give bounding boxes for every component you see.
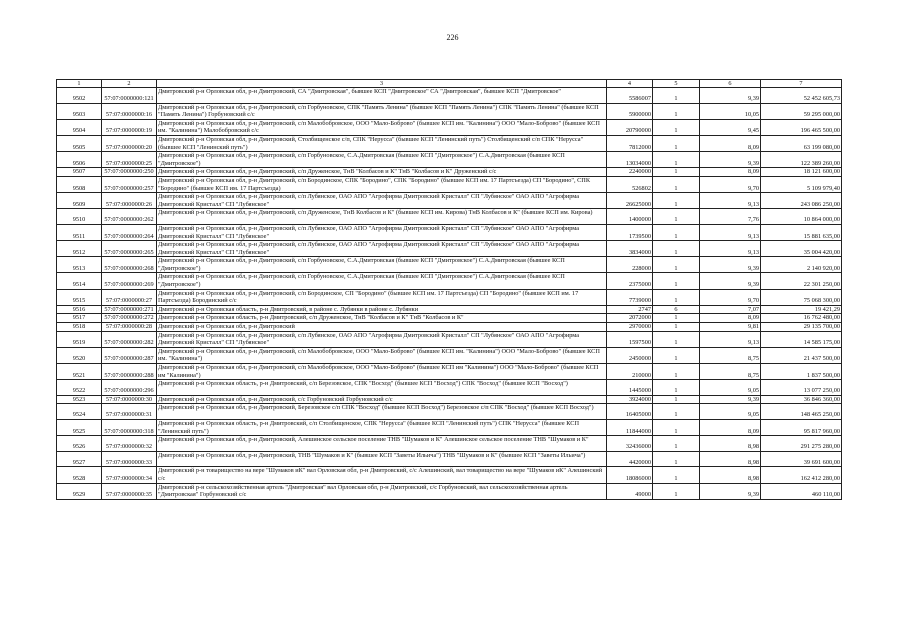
column-5-value: 1	[653, 419, 700, 435]
row-number: 9508	[57, 176, 102, 192]
table-row	[57, 380, 842, 396]
location-description: Дмитровский р-н Орловская обл, р-н Дмитровский, с/п Горбуновское, С.А.Дмитровская (бывшее КСП "Дмитровское") С.А.Дмитровская (бывшее КСП "Дмитровское")	[157, 152, 607, 168]
cadastral-number: 57:07:0000000:264	[102, 224, 157, 240]
column-5-value: 1	[653, 257, 700, 273]
column-5-value: 6	[653, 305, 700, 314]
cadastral-value: 35 004 420,00	[761, 241, 842, 257]
location-description: Дмитровский р-н товарищество на вере "Шумаков иК" вал Орловская обл, р-н Дмитровский, с/с Алешинский, вал товарищество на вере "Шумаков иК" Алешинский с/с	[157, 467, 607, 483]
cadastral-number: 57:07:0000000:28	[102, 323, 157, 332]
table-row	[57, 193, 842, 209]
table-row	[57, 257, 842, 273]
table-row	[57, 176, 842, 192]
cadastral-value: 460 110,00	[761, 483, 842, 499]
area-value: 526802	[607, 176, 653, 192]
table-row	[57, 483, 842, 499]
column-5-value: 1	[653, 168, 700, 177]
cadastral-value: 122 389 260,00	[761, 152, 842, 168]
row-number: 9502	[57, 88, 102, 104]
row-number: 9513	[57, 257, 102, 273]
cadastral-value: 36 846 360,00	[761, 395, 842, 404]
row-number: 9507	[57, 168, 102, 177]
row-number: 9509	[57, 193, 102, 209]
area-value: 4420000	[607, 451, 653, 467]
cadastral-value: 75 068 300,00	[761, 289, 842, 305]
table-row	[57, 289, 842, 305]
rate-value: 9,39	[700, 395, 761, 404]
row-number: 9520	[57, 347, 102, 363]
location-description: Дмитровский р-н Орловская область, р-н Дмитровский, в районе с. Лубянки в районе с. Лубянки	[157, 305, 607, 314]
area-value: 32436000	[607, 436, 653, 452]
location-description: Дмитровский р-н Орловская обл, р-н Дмитровский, с/п Друженское, ТнВ "Колбасов и К" ТнВ "Колбасов и К" Друженский с/с	[157, 168, 607, 177]
row-number: 9503	[57, 103, 102, 119]
row-number: 9525	[57, 419, 102, 435]
cadastral-number: 57:07:0000000:262	[102, 209, 157, 225]
area-value: 2240000	[607, 168, 653, 177]
column-5-value: 1	[653, 193, 700, 209]
area-value: 5586007	[607, 88, 653, 104]
table-row	[57, 323, 842, 332]
area-value: 1597500	[607, 331, 653, 347]
table-row	[57, 209, 842, 225]
cadastral-value: 59 295 000,00	[761, 103, 842, 119]
area-value: 2375000	[607, 273, 653, 289]
cadastral-number: 57:07:0000000:250	[102, 168, 157, 177]
rate-value: 9,05	[700, 404, 761, 420]
area-value: 7739000	[607, 289, 653, 305]
row-number: 9506	[57, 152, 102, 168]
column-5-value: 1	[653, 209, 700, 225]
column-5-value: 1	[653, 135, 700, 151]
location-description: Дмитровский р-н Орловская обл, р-н Дмитровский, с/п Малобобровское, ООО "Мало-Боброво" (бывшее КСП им. "Калинина") ООО "Мало-Боброво" (бывшее КСП им. "Калинина")	[157, 347, 607, 363]
location-description: Дмитровский р-н Орловская область, р-н Дмитровский, с/п Друженское, ТнВ "Колбасов и К" ТнВ "Колбасов и К"	[157, 314, 607, 323]
location-description: Дмитровский р-н Орловская обл, р-н Дмитровский, с/п Малобобровское, ООО "Мало-Боброво" (бывшее КСП им. "Калинина") ООО "Мало-Боброво" (бывшее КСП им. "Калинина") Малобобровский с/с	[157, 119, 607, 135]
cadastral-value: 1 837 500,00	[761, 364, 842, 380]
location-description: Дмитровский р-н Орловская обл, р-н Дмитровский, с/п Бородинское, СПК "Бородино", СПК "Бородино" (бывшее КСП им. 17 Партсъезда) СП "Бородино", СПК "Бородино" (бывшее КСП им. 17 Партсъезда)	[157, 176, 607, 192]
column-5-value: 1	[653, 404, 700, 420]
location-description: Дмитровский р-н сельскохозяйственная артель "Дмитровская" вал Орловская обл, р-н Дмитровский, с/с Горбуновский, вал сельскохозяйственная артель "Дмитровская" Горбуновский с/с	[157, 483, 607, 499]
row-number: 9523	[57, 395, 102, 404]
location-description: Дмитровский р-н Орловская обл, р-н Дмитровский, Березовское с/п СПК "Восход" (бывшее КСП Восход") Березовское с/п СПК "Восход" (бывшее КСП Восход")	[157, 404, 607, 420]
table-row	[57, 467, 842, 483]
col-header-5: 5	[653, 80, 700, 88]
row-number: 9522	[57, 380, 102, 396]
area-value: 5900000	[607, 103, 653, 119]
row-number: 9527	[57, 451, 102, 467]
row-number: 9526	[57, 436, 102, 452]
rate-value: 9,13	[700, 193, 761, 209]
row-number: 9517	[57, 314, 102, 323]
column-5-value: 1	[653, 289, 700, 305]
column-5-value: 1	[653, 451, 700, 467]
cadastral-value: 52 452 605,73	[761, 88, 842, 104]
rate-value: 9,13	[700, 224, 761, 240]
rate-value: 8,98	[700, 451, 761, 467]
col-header-4: 4	[607, 80, 653, 88]
cadastral-number: 57:07:0000000:121	[102, 88, 157, 104]
table-row	[57, 119, 842, 135]
cadastral-value: 148 465 250,00	[761, 404, 842, 420]
rate-value: 7,07	[700, 305, 761, 314]
area-value: 2072000	[607, 314, 653, 323]
column-5-value: 1	[653, 364, 700, 380]
location-description: Дмитровский р-н Орловская обл, р-н Дмитровский, Алешинское сельское поселение ТНВ "Шумаков и К" Алешинское сельское поселение ТНВ "Шумаков и К"	[157, 436, 607, 452]
col-header-7: 7	[761, 80, 842, 88]
cadastral-value: 16 762 480,00	[761, 314, 842, 323]
cadastral-value: 162 412 280,00	[761, 467, 842, 483]
col-header-6: 6	[700, 80, 761, 88]
rate-value: 9,39	[700, 483, 761, 499]
area-value: 3834000	[607, 241, 653, 257]
table-row	[57, 364, 842, 380]
location-description: Дмитровский р-н Орловская обл, р-н Дмитровский, с/с Горбуновский Горбуновский с/с	[157, 395, 607, 404]
table-row	[57, 135, 842, 151]
column-5-value: 1	[653, 347, 700, 363]
cadastral-value: 14 585 175,00	[761, 331, 842, 347]
location-description: Дмитровский р-н Орловская обл, р-н Дмитровский, ТНВ "Шумаков и К" (бывшее КСП "Заветы Ильича") ТНВ "Шумаков и К" (бывшее КСП "Заветы Ильича")	[157, 451, 607, 467]
cadastral-number: 57:07:0000000:296	[102, 380, 157, 396]
table-row	[57, 168, 842, 177]
row-number: 9512	[57, 241, 102, 257]
location-description: Дмитровский р-н Орловская обл, р-н Дмитровский, с/п Лубянское, ОАО АПО "Агрофирма Дмитровский Кристалл" СП "Лубянское" ОАО АПО "Агрофирма Дмитровский Кристалл" СП "Лубянское"	[157, 193, 607, 209]
area-value: 3924000	[607, 395, 653, 404]
rate-value: 9,13	[700, 331, 761, 347]
location-description: Дмитровский р-н Орловская обл, р-н Дмитровский, с/п Друженское, ТнВ Колбасов и К" (бывшее КСП им. Кирова) ТнВ Колбасов и К" (бывшее КСП им. Кирова)	[157, 209, 607, 225]
rate-value: 8,75	[700, 347, 761, 363]
cadastral-number: 57:07:0000000:318	[102, 419, 157, 435]
row-number: 9514	[57, 273, 102, 289]
row-number: 9516	[57, 305, 102, 314]
table-row	[57, 347, 842, 363]
cadastral-value: 196 465 500,00	[761, 119, 842, 135]
rate-value: 8,09	[700, 419, 761, 435]
area-value: 2970000	[607, 323, 653, 332]
column-5-value: 1	[653, 241, 700, 257]
table-row	[57, 152, 842, 168]
cadastral-number: 57:07:0000000:287	[102, 347, 157, 363]
cadastral-number: 57:07:0000000:272	[102, 314, 157, 323]
area-value: 13034000	[607, 152, 653, 168]
col-header-3: 3	[157, 80, 607, 88]
location-description: Дмитровский р-н Орловская обл, р-н Дмитровский, с/п Лубянское, ОАО АПО "Агрофирма Дмитровский Кристалл" СП "Лубянское" ОАО АПО "Агрофирма Дмитровский Кристалл" СП "Лубянское"	[157, 331, 607, 347]
row-number: 9515	[57, 289, 102, 305]
column-5-value: 1	[653, 467, 700, 483]
cadastral-value: 10 864 000,00	[761, 209, 842, 225]
column-number-header	[57, 80, 842, 88]
table-row	[57, 241, 842, 257]
location-description: Дмитровский р-н Орловская обл, р-н Дмитровский, с/п Горбуновское, С.А.Дмитровская (бывшее КСП "Дмитровское") С.А.Дмитровская (бывшее КСП "Дмитровское")	[157, 257, 607, 273]
table-row	[57, 395, 842, 404]
row-number: 9510	[57, 209, 102, 225]
row-number: 9518	[57, 323, 102, 332]
location-description: Дмитровский р-н Орловская обл, р-н Дмитровский, с/п Лубянское, ОАО АПО "Агрофирма Дмитровский Кристалл" СП "Лубянское" ОАО АПО "Агрофирма Дмитровский Кристалл" СП "Лубянское"	[157, 241, 607, 257]
rate-value: 9,70	[700, 289, 761, 305]
column-5-value: 1	[653, 119, 700, 135]
location-description: Дмитровский р-н Орловская обл, р-н Дмитровский, с/п Бородинское, СП "Бородино" (бывшее КСП им. 17 Партсъезда) СП "Бородино" (бывшее КСП им. 17 Партсъезда) Бородинский с/с	[157, 289, 607, 305]
rate-value: 7,76	[700, 209, 761, 225]
area-value: 49000	[607, 483, 653, 499]
table-row	[57, 273, 842, 289]
location-description: Дмитровский р-н Орловская область, р-н Дмитровский, с/п Березовское, СПК "Восход" (бывшее КСП "Восход") СПК "Восход" (бывшее КСП "Восход")	[157, 380, 607, 396]
area-value: 18086000	[607, 467, 653, 483]
location-description: Дмитровский р-н Орловская обл, р-н Дмитровский, с/п Лубянское, ОАО АПО "Агрофирма Дмитровский Кристалл" СП "Лубянское" ОАО АПО "Агрофирма Дмитровский Кристалл" СП "Лубянское"	[157, 224, 607, 240]
rate-value: 8,98	[700, 436, 761, 452]
table-row	[57, 419, 842, 435]
row-number: 9529	[57, 483, 102, 499]
cadastral-number: 57:07:0000000:25	[102, 152, 157, 168]
row-number: 9505	[57, 135, 102, 151]
rate-value: 9,81	[700, 323, 761, 332]
area-value: 1445000	[607, 380, 653, 396]
cadastral-number: 57:07:0000000:30	[102, 395, 157, 404]
cadastral-number: 57:07:0000000:16	[102, 103, 157, 119]
cadastral-number: 57:07:0000000:257	[102, 176, 157, 192]
area-value: 210000	[607, 364, 653, 380]
cadastral-value: 29 135 700,00	[761, 323, 842, 332]
cadastral-number: 57:07:0000000:31	[102, 404, 157, 420]
cadastral-number: 57:07:0000000:34	[102, 467, 157, 483]
column-5-value: 1	[653, 436, 700, 452]
rate-value: 9,13	[700, 241, 761, 257]
rate-value: 9,05	[700, 380, 761, 396]
table-row	[57, 331, 842, 347]
column-5-value: 1	[653, 483, 700, 499]
cadastral-value: 5 109 979,40	[761, 176, 842, 192]
location-description: Дмитровский р-н Орловская обл, р-н Дмитровский, СА "Дмитровская", бывшее КСП "Дмитровское" СА "Дмитровская", бывшее КСП "Дмитровское"	[157, 88, 607, 104]
rate-value: 9,39	[700, 273, 761, 289]
row-number: 9511	[57, 224, 102, 240]
area-value: 1739500	[607, 224, 653, 240]
cadastral-number: 57:07:0000000:271	[102, 305, 157, 314]
cadastral-number: 57:07:0000000:20	[102, 135, 157, 151]
area-value: 16405000	[607, 404, 653, 420]
cadastral-number: 57:07:0000000:288	[102, 364, 157, 380]
table-row	[57, 103, 842, 119]
location-description: Дмитровский р-н Орловская область, р-н Дмитровский, с/п Столбищенское, СПК "Нерусса" (бывшее КСП "Ленинский путь") СПК "Нерусса" (бывшее КСП "Ленинский путь")	[157, 419, 607, 435]
column-5-value: 1	[653, 152, 700, 168]
row-number: 9528	[57, 467, 102, 483]
location-description: Дмитровский р-н Орловская обл, р-н Дмитровский	[157, 323, 607, 332]
table-body	[57, 88, 842, 500]
cadastral-value: 13 077 250,00	[761, 380, 842, 396]
cadastral-number: 57:07:0000000:282	[102, 331, 157, 347]
column-5-value: 1	[653, 395, 700, 404]
cadastral-number: 57:07:0000000:35	[102, 483, 157, 499]
cadastral-number: 57:07:0000000:19	[102, 119, 157, 135]
table-row	[57, 451, 842, 467]
cadastral-number: 57:07:0000000:269	[102, 273, 157, 289]
column-5-value: 1	[653, 323, 700, 332]
table-row	[57, 88, 842, 104]
area-value: 1400000	[607, 209, 653, 225]
cadastral-number: 57:07:0000000:32	[102, 436, 157, 452]
column-5-value: 1	[653, 176, 700, 192]
row-number: 9519	[57, 331, 102, 347]
location-description: Дмитровский р-н Орловская обл, р-н Дмитровский, с/п Малобобровское, ООО "Мало-Боброво" (бывшее КСП им "Калинина") ООО "Мало-Боброво" (бывшее КСП им "Калинина")	[157, 364, 607, 380]
area-value: 2747	[607, 305, 653, 314]
column-5-value: 1	[653, 224, 700, 240]
rate-value: 9,45	[700, 119, 761, 135]
table-row	[57, 436, 842, 452]
rate-value: 9,70	[700, 176, 761, 192]
table-row	[57, 314, 842, 323]
column-5-value: 1	[653, 380, 700, 396]
row-number: 9504	[57, 119, 102, 135]
land-register-table	[56, 79, 842, 500]
area-value: 26625000	[607, 193, 653, 209]
table-row	[57, 305, 842, 314]
column-5-value: 1	[653, 331, 700, 347]
rate-value: 8,09	[700, 314, 761, 323]
row-number: 9524	[57, 404, 102, 420]
rate-value: 9,39	[700, 88, 761, 104]
page-number: 226	[446, 33, 459, 42]
cadastral-value: 2 140 920,00	[761, 257, 842, 273]
cadastral-number: 57:07:0000000:27	[102, 289, 157, 305]
area-value: 20790000	[607, 119, 653, 135]
cadastral-value: 63 199 080,00	[761, 135, 842, 151]
rate-value: 8,75	[700, 364, 761, 380]
cadastral-value: 95 817 960,00	[761, 419, 842, 435]
area-value: 11844000	[607, 419, 653, 435]
col-header-1: 1	[57, 80, 102, 88]
column-5-value: 1	[653, 88, 700, 104]
cadastral-value: 18 121 600,00	[761, 168, 842, 177]
cadastral-value: 39 691 600,00	[761, 451, 842, 467]
column-5-value: 1	[653, 273, 700, 289]
location-description: Дмитровский р-н Орловская обл, р-н Дмитровский, Столбищенское с/п, СПК "Нерусса" (бывшее КСП "Ленинский путь") Столбищенский с/п СПК "Нерусса" (бывшее КСП "Ленинский путь")	[157, 135, 607, 151]
cadastral-value: 22 301 250,00	[761, 273, 842, 289]
cadastral-number: 57:07:0000000:26	[102, 193, 157, 209]
rate-value: 8,98	[700, 467, 761, 483]
cadastral-value: 243 086 250,00	[761, 193, 842, 209]
cadastral-value: 15 881 635,00	[761, 224, 842, 240]
cadastral-number: 57:07:0000000:33	[102, 451, 157, 467]
area-value: 2450000	[607, 347, 653, 363]
column-5-value: 1	[653, 314, 700, 323]
area-value: 7812000	[607, 135, 653, 151]
table-row	[57, 404, 842, 420]
table-row	[57, 224, 842, 240]
cadastral-value: 21 437 500,00	[761, 347, 842, 363]
cadastral-number: 57:07:0000000:268	[102, 257, 157, 273]
row-number: 9521	[57, 364, 102, 380]
cadastral-number: 57:07:0000000:265	[102, 241, 157, 257]
rate-value: 8,09	[700, 168, 761, 177]
rate-value: 10,05	[700, 103, 761, 119]
location-description: Дмитровский р-н Орловская обл, р-н Дмитровский, с/п Горбуновское, СПК "Память Ленина" (бывшее КСП "Память Ленина") СПК "Память Ленина" (бывшее КСП "Память Ленина") Горбуновский с/с	[157, 103, 607, 119]
area-value: 228000	[607, 257, 653, 273]
rate-value: 8,09	[700, 135, 761, 151]
col-header-2: 2	[102, 80, 157, 88]
rate-value: 9,39	[700, 152, 761, 168]
location-description: Дмитровский р-н Орловская обл, р-н Дмитровский, с/п Горбуновское, С.А.Дмитровская (бывшее КСП "Дмитровское") С.А.Дмитровская (бывшее КСП "Дмитровское")	[157, 273, 607, 289]
cadastral-value: 291 275 280,00	[761, 436, 842, 452]
rate-value: 9,39	[700, 257, 761, 273]
cadastral-value: 19 421,29	[761, 305, 842, 314]
column-5-value: 1	[653, 103, 700, 119]
